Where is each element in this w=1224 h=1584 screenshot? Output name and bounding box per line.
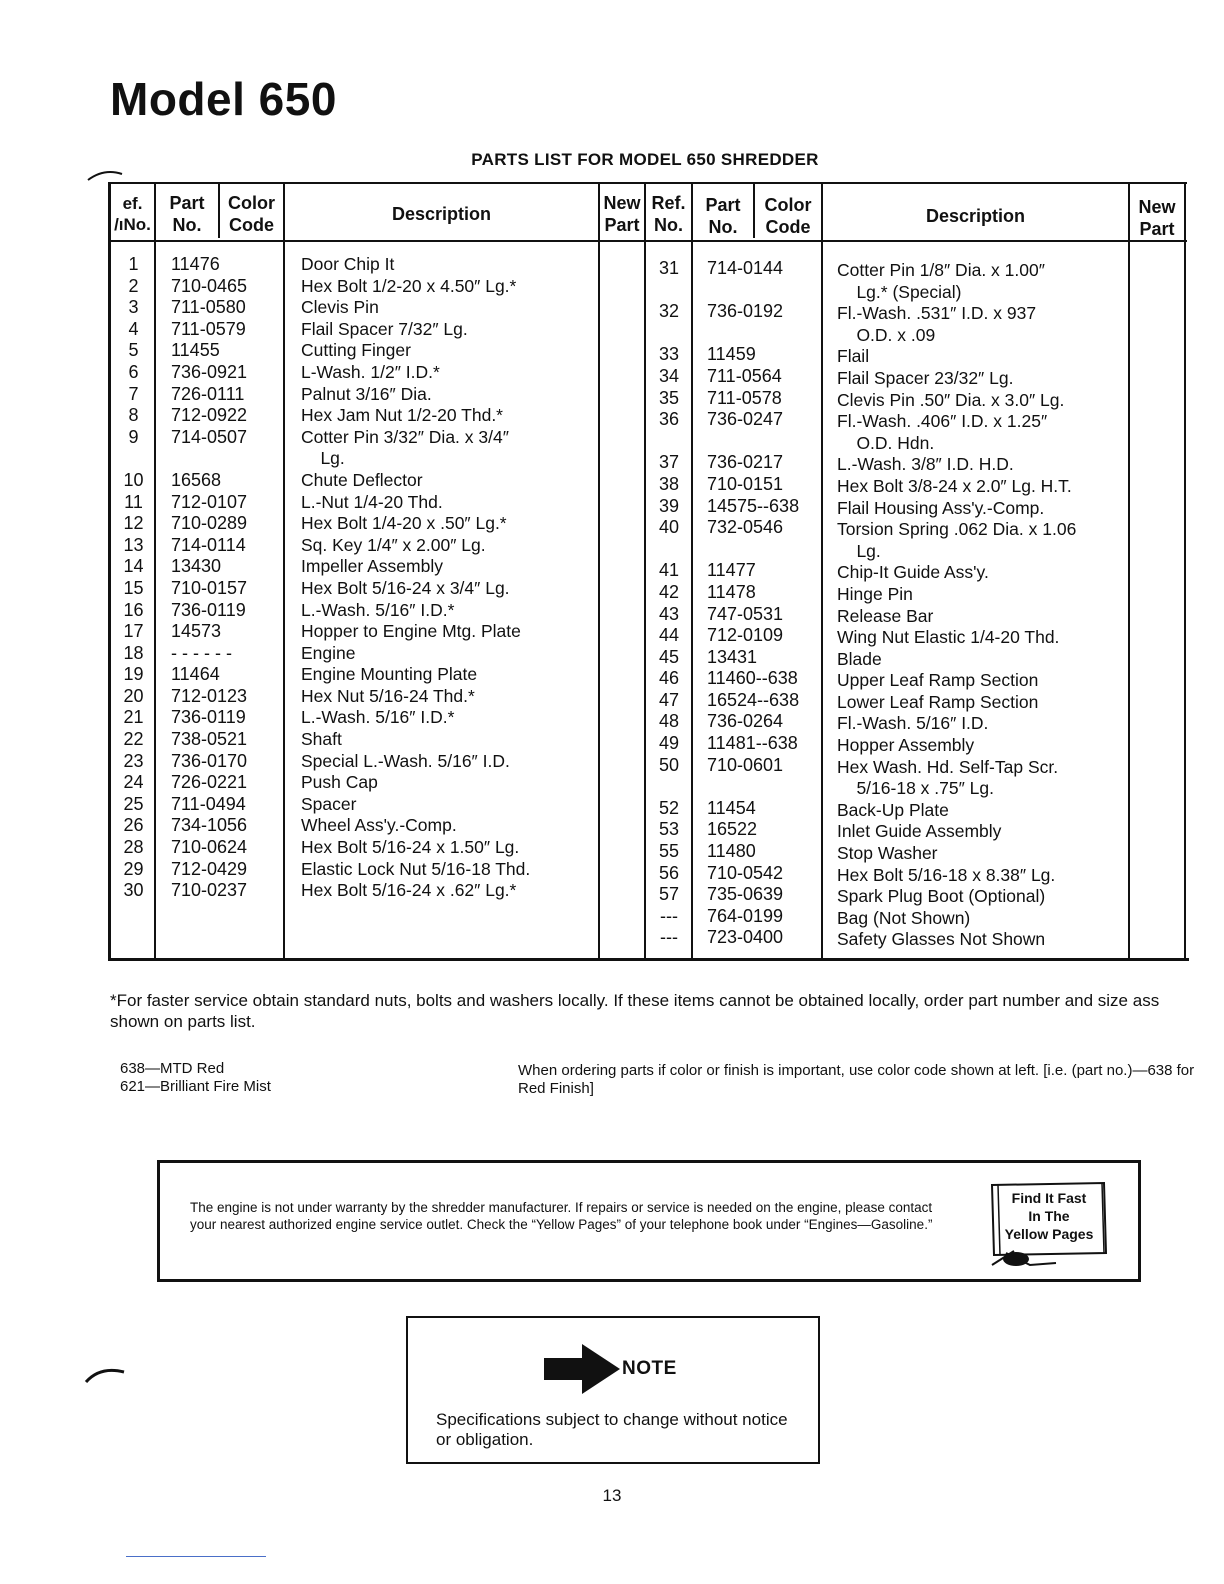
column-rule <box>154 182 156 958</box>
ref-no-column-right: 31 32 33 34 35 36 37 38 39 40 41 42 43 44 45 46 47 48 49 50 52 53 55 56 57 --- --- <box>658 258 680 948</box>
description-column-left: Door Chip It Hex Bolt 1/2-20 x 4.50″ Lg.* Clevis Pin Flail Spacer 7/32″ Lg. Cutting Finger L-Wash. 1/2″ I.D.* Palnut 3/16″ Dia. Hex Jam Nut 1/2-20 Thd.* Cotter Pin 3/32″ Dia. x 3/4″ Lg. Chute Deflector L.-Nut 1/4-20 Thd. Hex Bolt 1/4-20 x .50″ Lg.* Sq. Key 1/4″ x 2.00″ Lg. Impeller Assembly Hex Bolt 5/16-24 x 3/4″ Lg. L.-Wash. 5/16″ I.D.* Hopper to Engine Mtg. Plate Engine Engine Mounting Plate Hex Nut 5/16-24 Thd.* L.-Wash. 5/16″ I.D.* Shaft Special L.-Wash. 5/16″ I.D. Push Cap Spacer Wheel Ass'y.-Comp. Hex Bolt 5/16-24 x 1.50″ Lg. Elastic Lock Nut 5/16-18 Thd. Hex Bolt 5/16-24 x .62″ Lg.* <box>301 254 531 901</box>
column-rule <box>821 182 823 958</box>
header-new-part: New Part <box>603 193 641 235</box>
badge-line: In The <box>1028 1208 1070 1224</box>
engine-warranty-text: The engine is not under warranty by the shredder manufacturer. If repairs or service is needed on the engine, please contact your nearest authorized engine service outlet. Check the “Yellow Pages” of your telephone book under “Engines—Gasoline.” <box>190 1200 933 1232</box>
scan-rule <box>126 1556 266 1557</box>
header-new-part-right: New Part <box>1138 197 1176 239</box>
header-color-code: Color Code <box>228 193 275 235</box>
column-rule <box>283 182 285 958</box>
table-top-rule <box>111 182 1187 184</box>
fasteners-footnote: *For faster service obtain standard nuts, bolts and washers locally. If these items cannot be obtained locally, order part number and size ass shown on parts list. <box>110 991 1160 1031</box>
description-column-right: Cotter Pin 1/8″ Dia. x 1.00″ Lg.* (Special) Fl.-Wash. .531″ I.D. x 937 O.D. x .09 Flail Flail Spacer 23/32″ Lg. Clevis Pin .50″ Dia. x 3.0″ Lg. Fl.-Wash. .406″ I.D. x 1.25″ O.D. Hdn. L.-Wash. 3/8″ I.D. H.D. Hex Bolt 3/8-24 x 2.0″ Lg. H.T. Flail Housing Ass'y.-Comp. Torsion Spring .062 Dia. x 1.06 Lg. Chip-It Guide Ass'y. Hinge Pin Release Bar Wing Nut Elastic 1/4-20 Thd. Blade Upper Leaf Ramp Section Lower Leaf Ramp Section Fl.-Wash. 5/16″ I.D. Hopper Assembly Hex Wash. Hd. Self-Tap Scr. 5/16-18 x .75″ Lg. Back-Up Plate Inlet Guide Assembly Stop Washer Hex Bolt 5/16-18 x 8.38″ Lg. Spark Plug Boot (Optional) Bag (Not Shown) Safety Glasses Not Shown <box>837 260 1077 950</box>
note-text: Specifications subject to change without notice or obligation. <box>436 1410 788 1449</box>
note-box <box>406 1316 820 1464</box>
color-code-note: When ordering parts if color or finish is important, use color code shown at left. [i.e. (part no.)—638 for Red Finish] <box>518 1062 1195 1097</box>
color-code-item: 638—MTD Red <box>120 1060 225 1077</box>
header-part-no: Part No. <box>169 193 205 235</box>
header-part-no-right: Part No. <box>705 195 741 237</box>
header-description: Description <box>391 204 492 224</box>
parts-table <box>108 182 1189 961</box>
ref-no-column-left: 1 2 3 4 5 6 7 8 9 10 11 12 13 14 15 16 17 18 19 20 21 22 23 24 25 26 28 29 30 <box>123 254 144 901</box>
note-label: NOTE <box>622 1358 677 1379</box>
scan-mark <box>84 1362 134 1386</box>
scan-mark <box>86 166 126 186</box>
badge-line: Yellow Pages <box>1004 1226 1094 1242</box>
page-title: Model 650 <box>110 73 337 125</box>
column-rule <box>598 182 600 958</box>
part-no-column-right: 714-0144 736-0192 11459 711-0564 711-0578 736-0247 736-0217 710-0151 14575--638 732-0546 11477 11478 747-0531 712-0109 13431 11460--638 16524--638 736-0264 11481--638 710-0601 11454 16522 11480 710-0542 735-0639 764-0199 723-0400 <box>707 258 800 948</box>
header-ref-no: ef. /ıNo. <box>114 194 151 234</box>
column-rule <box>644 182 646 958</box>
yellow-pages-badge <box>986 1179 1112 1269</box>
header-ref-no-right: Ref. No. <box>651 193 686 235</box>
header-color-code-right: Color Code <box>764 195 812 237</box>
engine-warranty-notice <box>157 1160 1141 1282</box>
column-rule <box>1184 182 1186 958</box>
column-rule <box>691 182 693 958</box>
badge-line: Find It Fast <box>1011 1190 1087 1206</box>
parts-list-title: PARTS LIST FOR MODEL 650 SHREDDER <box>471 150 819 169</box>
page-number: 13 <box>602 1486 622 1505</box>
color-code-list <box>120 1060 271 1096</box>
arrow-right-icon <box>542 1342 622 1394</box>
column-rule <box>1128 182 1130 958</box>
part-no-column-left: 11476 710-0465 711-0580 711-0579 11455 736-0921 726-0111 712-0922 714-0507 16568 712-0107 710-0289 714-0114 13430 710-0157 736-0119 14573 - - - - - - 11464 712-0123 736-0119 738-0521 736-0170 726-0221 711-0494 734-1056 710-0624 712-0429 710-0237 <box>171 254 248 901</box>
color-code-item: 621—Brilliant Fire Mist <box>120 1078 271 1095</box>
header-description-right: Description <box>925 206 1026 226</box>
